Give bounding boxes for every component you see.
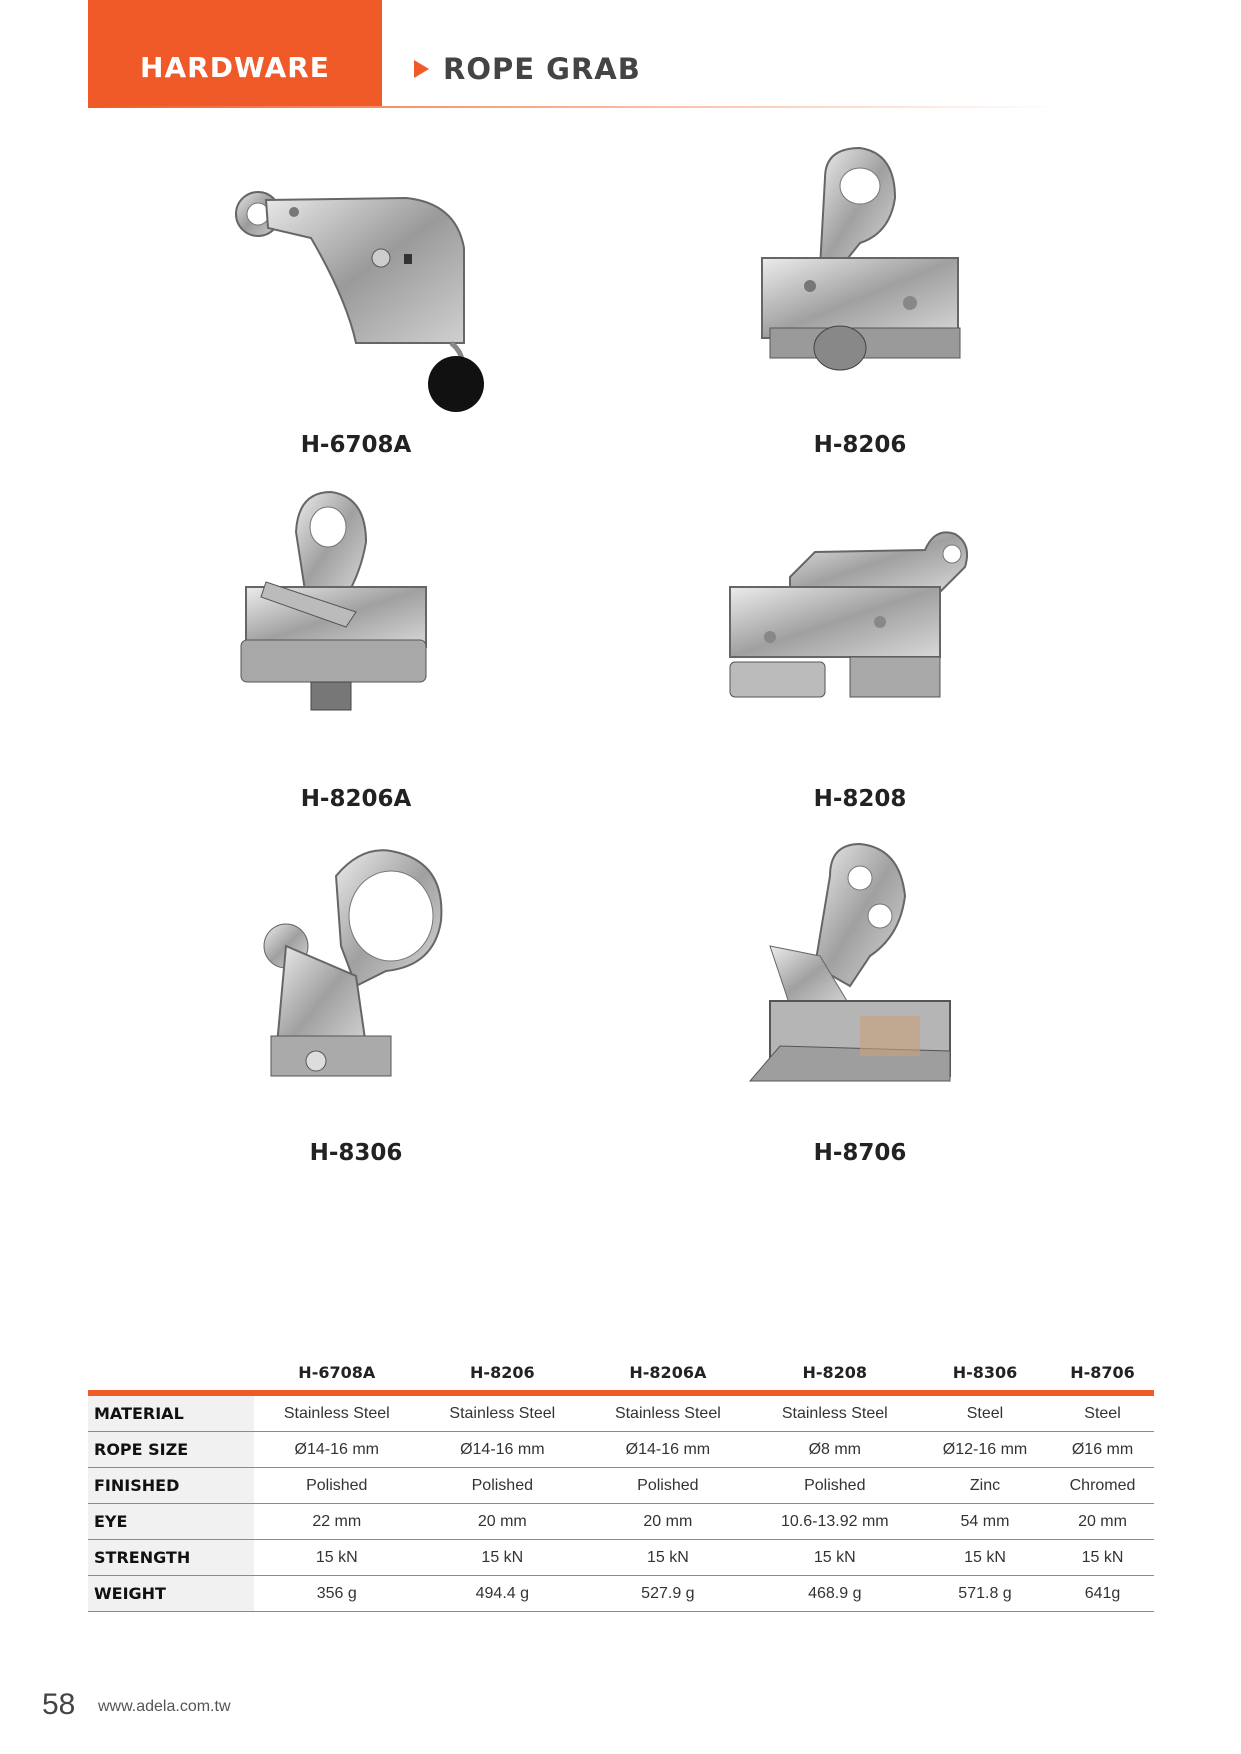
spec-column-header: H-8206A (585, 1354, 751, 1393)
product-h-6708a (206, 128, 506, 458)
spec-row-weight (88, 1576, 1154, 1612)
spec-cell: 20 mm (585, 1504, 751, 1540)
header-divider (88, 106, 1063, 108)
website-link[interactable]: www.adela.com.tw (98, 1698, 231, 1715)
category-tab (88, 0, 382, 108)
spec-row-label: WEIGHT (88, 1576, 254, 1612)
spec-cell: Stainless Steel (420, 1393, 586, 1432)
spec-cell: 20 mm (1051, 1504, 1154, 1540)
spec-row-material (88, 1393, 1154, 1432)
spec-cell: 20 mm (420, 1504, 586, 1540)
spec-cell: 468.9 g (751, 1576, 919, 1612)
spec-cell: 54 mm (919, 1504, 1051, 1540)
spec-cell: Ø8 mm (751, 1432, 919, 1468)
spec-cell: Polished (254, 1468, 420, 1504)
spec-cell: Zinc (919, 1468, 1051, 1504)
product-model-label: H-8306 (309, 1140, 403, 1166)
triangle-bullet-icon (414, 60, 429, 78)
product-h-8206a (206, 482, 506, 812)
spec-cell: Steel (919, 1393, 1051, 1432)
spec-header-row (88, 1354, 1154, 1393)
spec-cell: 571.8 g (919, 1576, 1051, 1612)
product-model-label: H-8206 (813, 432, 907, 458)
product-h-8208 (710, 482, 1010, 812)
product-model-label: H-8706 (813, 1140, 907, 1166)
spec-row-label: STRENGTH (88, 1540, 254, 1576)
spec-cell: 22 mm (254, 1504, 420, 1540)
section-heading (414, 52, 641, 86)
spec-cell: Stainless Steel (254, 1393, 420, 1432)
spec-cell: 15 kN (919, 1540, 1051, 1576)
spec-row-label: MATERIAL (88, 1393, 254, 1432)
spec-corner-cell (88, 1354, 254, 1393)
rope-grab-h-8306-image (206, 836, 506, 1136)
spec-cell: 15 kN (254, 1540, 420, 1576)
spec-column-header: H-6708A (254, 1354, 420, 1393)
spec-cell: Ø14-16 mm (254, 1432, 420, 1468)
category-title: HARDWARE (140, 51, 330, 84)
product-model-label: H-6708A (300, 432, 412, 458)
spec-cell: 641g (1051, 1576, 1154, 1612)
spec-row-rope-size (88, 1432, 1154, 1468)
spec-cell: Polished (585, 1468, 751, 1504)
page-number: 58 (42, 1688, 76, 1721)
spec-column-header: H-8706 (1051, 1354, 1154, 1393)
spec-row-finished (88, 1468, 1154, 1504)
spec-cell: 527.9 g (585, 1576, 751, 1612)
spec-cell: Polished (420, 1468, 586, 1504)
spec-row-label: ROPE SIZE (88, 1432, 254, 1468)
rope-grab-h-8208-image (710, 482, 1010, 782)
product-model-label: H-8208 (813, 786, 907, 812)
rope-grab-h-8706-image (710, 836, 1010, 1136)
spec-cell: 15 kN (585, 1540, 751, 1576)
spec-cell: Stainless Steel (751, 1393, 919, 1432)
product-h-8706 (710, 836, 1010, 1166)
spec-cell: Stainless Steel (585, 1393, 751, 1432)
spec-row-label: EYE (88, 1504, 254, 1540)
spec-cell: Chromed (1051, 1468, 1154, 1504)
spec-row-strength (88, 1540, 1154, 1576)
product-model-label: H-8206A (300, 786, 412, 812)
spec-cell: 15 kN (1051, 1540, 1154, 1576)
spec-cell: Steel (1051, 1393, 1154, 1432)
spec-cell: Ø14-16 mm (585, 1432, 751, 1468)
spec-cell: Ø16 mm (1051, 1432, 1154, 1468)
spec-row-label: FINISHED (88, 1468, 254, 1504)
spec-cell: 15 kN (420, 1540, 586, 1576)
spec-cell: 494.4 g (420, 1576, 586, 1612)
spec-cell: Ø12-16 mm (919, 1432, 1051, 1468)
spec-cell: Ø14-16 mm (420, 1432, 586, 1468)
spec-cell: 10.6-13.92 mm (751, 1504, 919, 1540)
spec-row-eye (88, 1504, 1154, 1540)
spec-table (88, 1354, 1154, 1612)
product-h-8206 (710, 128, 1010, 458)
spec-cell: 15 kN (751, 1540, 919, 1576)
section-title: ROPE GRAB (443, 52, 641, 86)
spec-column-header: H-8206 (420, 1354, 586, 1393)
spec-cell: Polished (751, 1468, 919, 1504)
rope-grab-h-8206a-image (206, 482, 506, 782)
spec-column-header: H-8306 (919, 1354, 1051, 1393)
rope-grab-h-6708a-image (206, 128, 506, 428)
product-h-8306 (206, 836, 506, 1166)
spec-cell: 356 g (254, 1576, 420, 1612)
rope-grab-h-8206-image (710, 128, 1010, 428)
spec-column-header: H-8208 (751, 1354, 919, 1393)
